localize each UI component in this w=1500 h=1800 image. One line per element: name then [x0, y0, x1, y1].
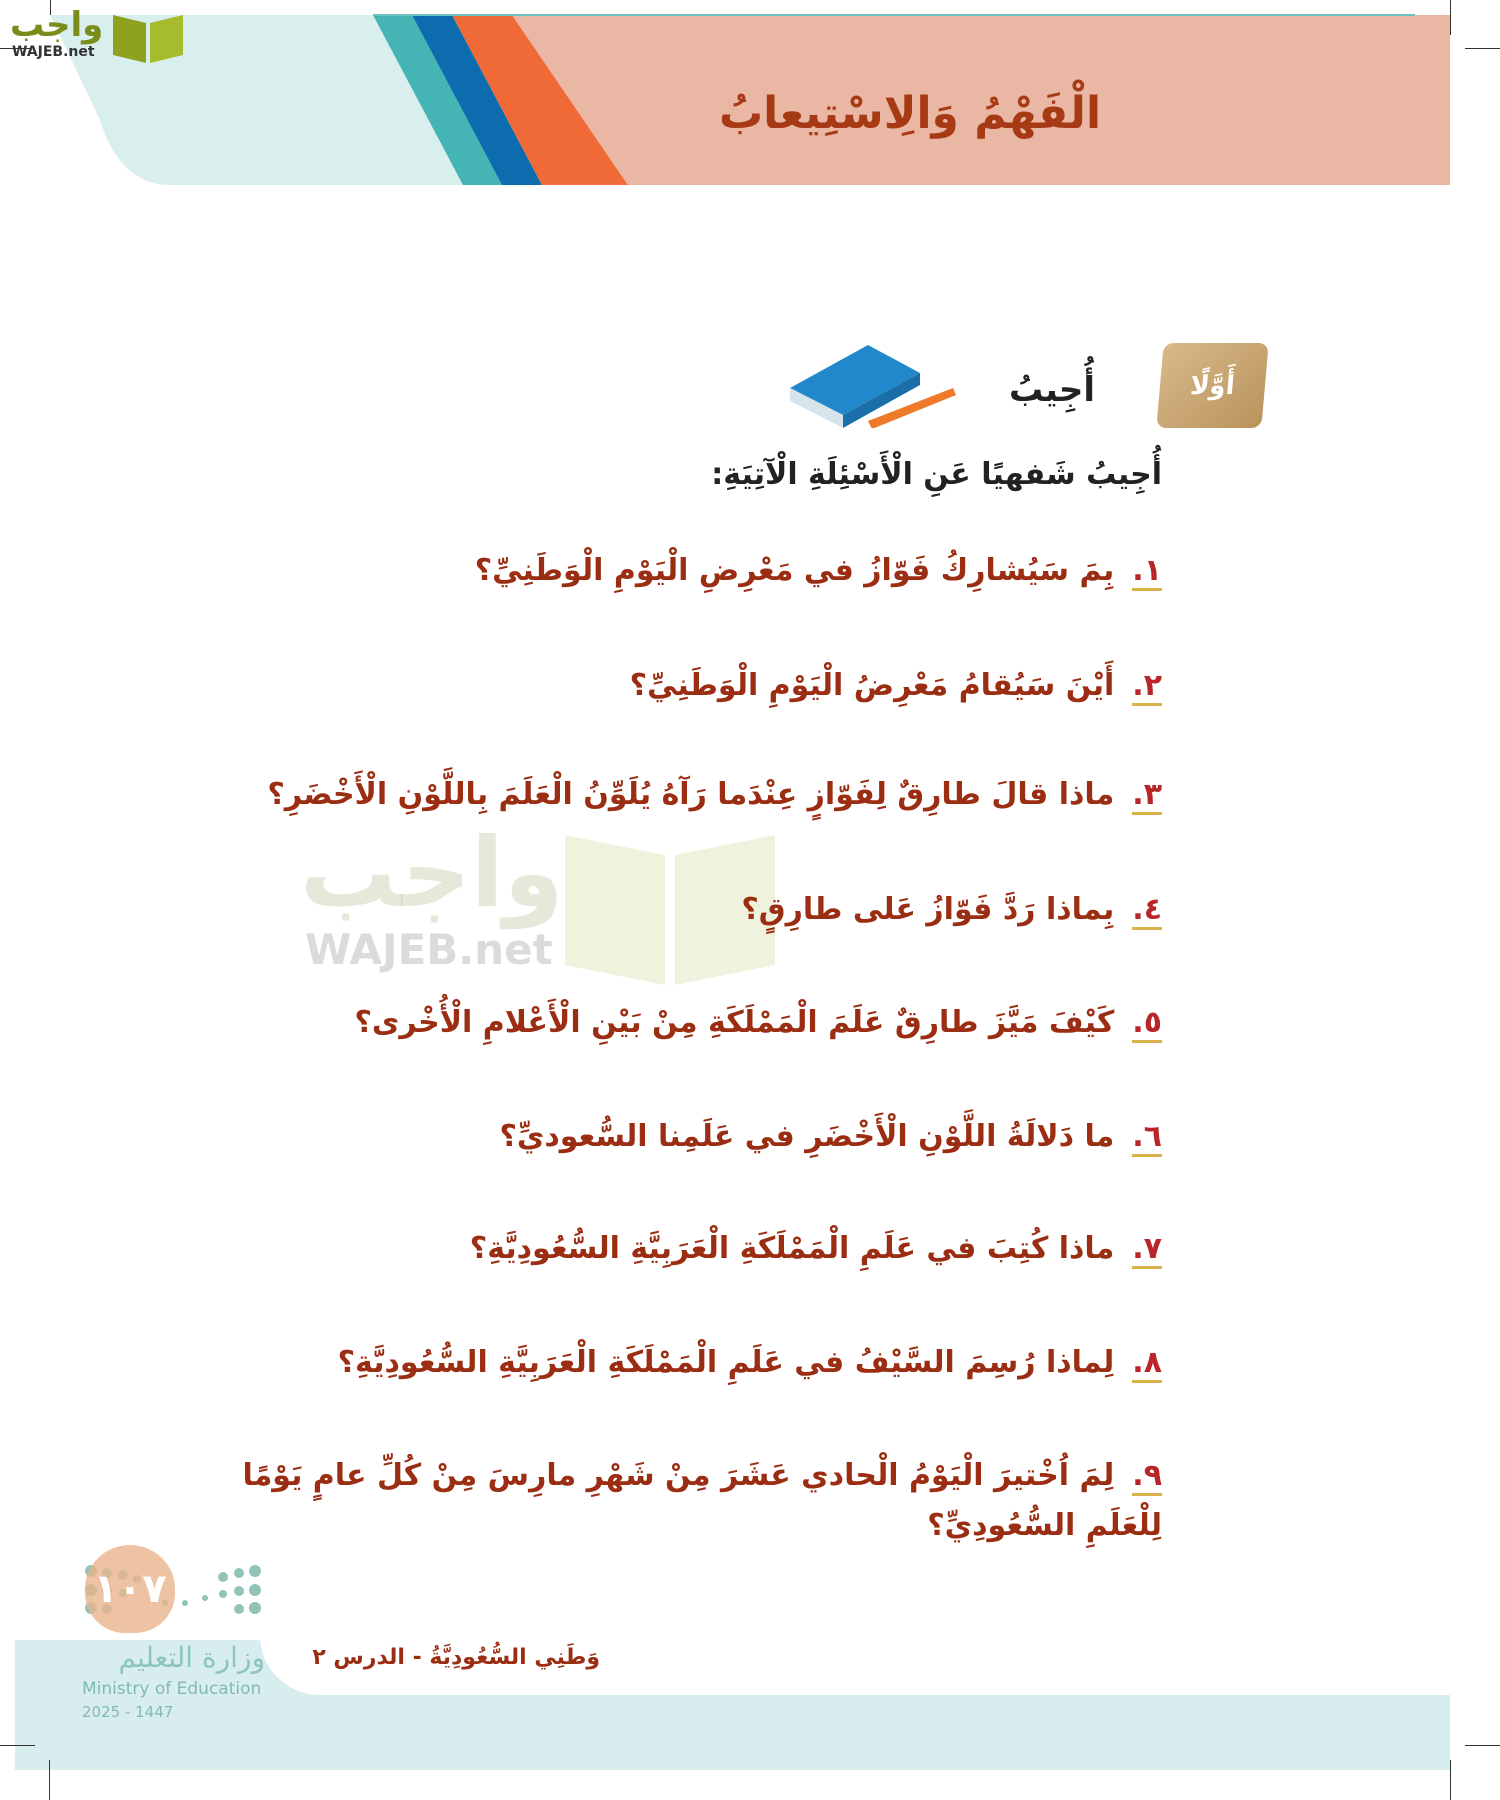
question-text: لِماذا رُسِمَ السَّيْفُ في عَلَمِ الْمَمْلَكَةِ الْعَرَبِيَّةِ السُّعُودِيَّةِ؟: [337, 1345, 1115, 1380]
question-number: ٩.: [1132, 1458, 1162, 1496]
crop-mark: [1450, 0, 1451, 35]
question-4: [741, 885, 1162, 935]
section-badge: أَوَّلًا: [1156, 343, 1268, 428]
question-text: بِمَ سَيُشارِكُ فَوّازُ في مَعْرِضِ الْيَوْمِ الْوَطَنِيِّ؟: [474, 553, 1115, 588]
page-title: الْفَهْمُ وَالِاسْتِيعابُ: [718, 88, 1102, 139]
question-text: ماذا قالَ طارِقٌ لِفَوّازٍ عِنْدَما رَآهُ يُلَوِّنُ الْعَلَمَ بِاللَّوْنِ الْأَخْضَرِ؟: [267, 777, 1115, 812]
edition-year: 2025 - 1447: [82, 1703, 174, 1721]
question-text: لِمَ اُخْتيرَ الْيَوْمُ الْحادي عَشَرَ مِنْ شَهْرِ مارِسَ مِنْ كُلِّ عامٍ يَوْمًا لِلْعَلَمِ السُّعُودِيِّ؟: [242, 1458, 1162, 1543]
question-text: كَيْفَ مَيَّزَ طارِقٌ عَلَمَ الْمَمْلَكَةِ مِنْ بَيْنِ الْأَعْلامِ الْأُخْرى؟: [354, 1005, 1115, 1040]
book-pencil-icon: [788, 343, 958, 428]
ministry-name-english: Ministry of Education: [82, 1679, 262, 1699]
question-8: [338, 1338, 1162, 1388]
question-1: [475, 546, 1162, 596]
question-5: [355, 998, 1162, 1048]
lesson-title: وَطَنِي السُّعُودِيَّةُ - الدرس ٢: [312, 1645, 600, 1670]
question-6: [499, 1112, 1162, 1162]
question-number: ١.: [1132, 553, 1162, 591]
crop-mark: [49, 1760, 50, 1800]
question-text: أَيْنَ سَيُقامُ مَعْرِضُ الْيَوْمِ الْوَطَنِيِّ؟: [629, 668, 1115, 703]
question-number: ٥.: [1132, 1005, 1162, 1043]
wajeb-logo: واجب: [10, 5, 104, 45]
ministry-name-arabic: وزارة التعليم: [118, 1641, 265, 1674]
question-7: [470, 1224, 1162, 1274]
crop-mark: [1465, 1745, 1500, 1746]
question-number: ٧.: [1132, 1231, 1162, 1269]
question-9: [182, 1451, 1162, 1551]
question-number: ٨.: [1132, 1345, 1162, 1383]
question-number: ٢.: [1132, 668, 1162, 706]
question-text: ماذا كُتِبَ في عَلَمِ الْمَمْلَكَةِ الْعَرَبِيَّةِ السُّعُودِيَّةِ؟: [469, 1231, 1115, 1266]
watermark-latin: WAJEB.net: [305, 925, 553, 974]
question-number: ٤.: [1132, 892, 1162, 930]
page-number: ١٠٧: [85, 1545, 175, 1633]
question-3: [267, 770, 1162, 820]
crop-mark: [1465, 48, 1500, 49]
book-logo-icon: [108, 5, 188, 65]
section-label: أُجِيبُ: [1008, 370, 1095, 410]
instruction-text: أُجِيبُ شَفهيًا عَنِ الْأَسْئِلَةِ الْآتِيَةِ:: [711, 457, 1162, 492]
watermark: واجب: [300, 817, 564, 929]
question-number: ٦.: [1132, 1119, 1162, 1157]
wajeb-logo-latin: WAJEB.net: [12, 44, 95, 60]
question-2: [630, 661, 1162, 711]
crop-mark: [1450, 1760, 1451, 1800]
question-text: بِماذا رَدَّ فَوّازُ عَلى طارِقٍ؟: [741, 892, 1115, 927]
question-text: ما دَلالَةُ اللَّوْنِ الْأَخْضَرِ في عَلَمِنا السُّعوديِّ؟: [499, 1119, 1115, 1154]
crop-mark: [0, 1745, 35, 1746]
question-number: ٣.: [1132, 777, 1162, 815]
